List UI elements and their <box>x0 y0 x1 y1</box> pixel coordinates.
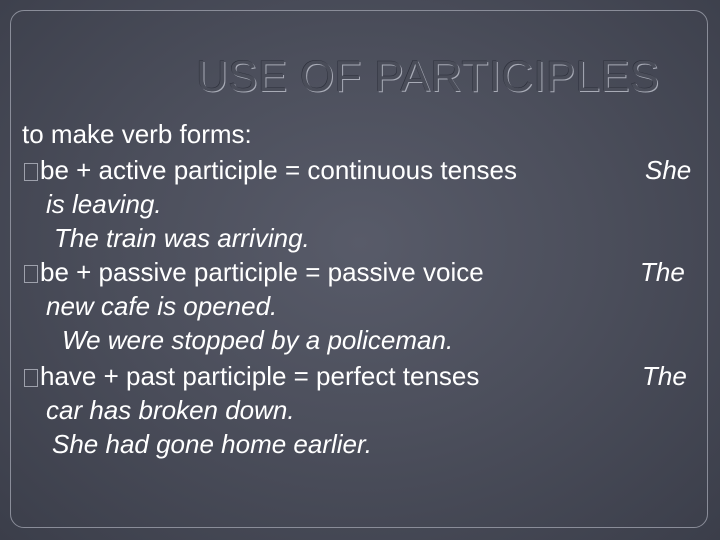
slide-title: USE OF PARTICIPLES <box>196 52 660 101</box>
bullet-2-example-cont: new cafe is opened. <box>46 291 278 321</box>
bullet-1-example-2: The train was arriving. <box>54 223 310 253</box>
bullet-marker-icon <box>24 369 38 387</box>
bullet-marker-icon <box>24 265 38 283</box>
bullet-2-rule-text: be + passive participle = passive voice <box>40 257 484 287</box>
bullet-2-example-2: We were stopped by a policeman. <box>62 325 454 355</box>
bullet-1-rule <box>24 155 517 185</box>
bullet-3-example-start: The <box>642 361 687 391</box>
intro-text: to make verb forms: <box>22 119 252 149</box>
bullet-3-example-2: She had gone home earlier. <box>52 429 372 459</box>
bullet-3-rule <box>24 361 479 391</box>
bullet-1-example-start: She <box>645 155 692 185</box>
bullet-1-rule-text: be + active participle = continuous tenses <box>40 155 517 185</box>
bullet-2-example-start: The <box>640 257 685 287</box>
bullet-3-rule-text: have + past participle = perfect tenses <box>40 361 480 391</box>
bullet-2-rule <box>24 257 484 287</box>
bullet-3-example-cont: car has broken down. <box>46 395 295 425</box>
bullet-marker-icon <box>24 163 38 181</box>
bullet-1-example-cont: is leaving. <box>46 189 162 219</box>
